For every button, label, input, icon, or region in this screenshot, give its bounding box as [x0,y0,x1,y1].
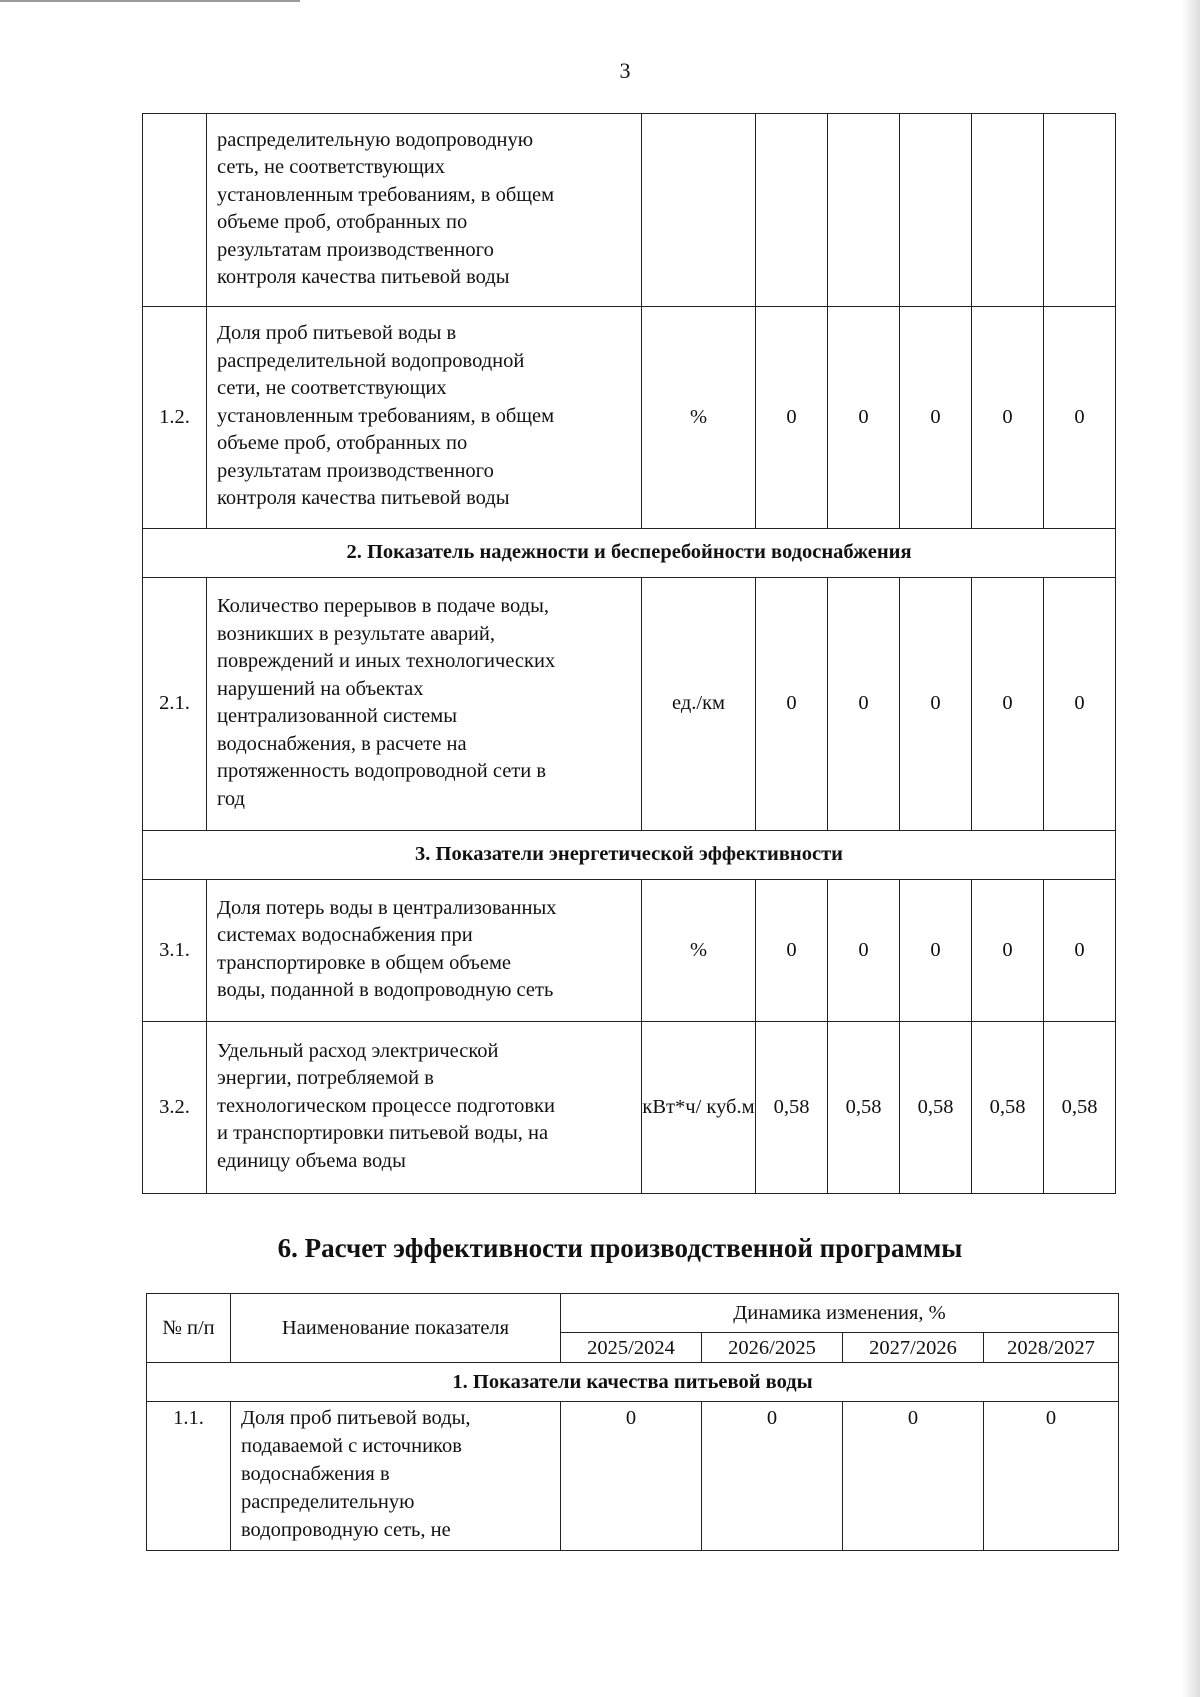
description-line: Удельный расход электрической [217,1039,499,1062]
description-line: нарушений на объектах [217,677,424,700]
description-line: протяженность водопроводной сети в [217,760,547,782]
table-row [147,1402,1119,1551]
row-description [207,307,642,529]
description-line: единицу объема воды [217,1149,406,1172]
description-line: подаваемой с источников [241,1435,462,1457]
table-row [143,114,1116,307]
year-header: 2027/2026 [843,1333,984,1363]
description-line: Количество перерывов в подаче воды, [217,595,549,617]
description-line: водоснабжения в [241,1463,390,1485]
row-value: 0 [561,1402,702,1551]
row-unit: % [642,307,756,529]
row-value: 0 [900,880,972,1022]
description-line: контроля качества питьевой воды [217,266,510,288]
description-line: повреждений и иных технологических [217,650,556,672]
description-line: воды, поданной в водопроводную сеть [217,979,554,1001]
description-line: энергии, потребляемой в [217,1067,434,1090]
description-line: объеме проб, отобранных по [217,211,468,233]
description-line: распределительной водопроводной [217,349,525,372]
year-header: 2025/2024 [561,1333,702,1363]
row-description [207,114,642,307]
column-header-number: № п/п [147,1294,231,1363]
description-line: установленным требованиям, в общем [217,183,555,206]
row-value [756,114,828,307]
page-number: 3 [619,58,631,83]
description-line: результатам производственного [217,238,494,261]
row-number: 2.1. [143,578,207,831]
indicators-table [142,113,1116,1194]
row-description [207,578,642,831]
year-header: 2028/2027 [984,1333,1119,1363]
section-row [143,529,1116,578]
row-value: 0,58 [972,1022,1044,1194]
description-line: результатам производственного [217,459,494,482]
row-description [231,1402,561,1551]
description-line: сеть, не соответствующих [217,156,445,178]
description-line: Доля потерь воды в централизованных [217,896,557,919]
row-value [972,114,1044,307]
row-value: 0 [1044,578,1116,831]
row-value [828,114,900,307]
description-line: водоснабжения, в расчете на [217,732,467,755]
table-row [143,578,1116,831]
efficiency-table [146,1293,1119,1551]
row-value: 0 [972,307,1044,529]
row-unit: кВт*ч/ куб.м [642,1022,756,1194]
description-line: объеме проб, отобранных по [217,432,468,455]
column-header-name: Наименование показателя [231,1294,561,1363]
row-value [900,114,972,307]
row-value: 0,58 [828,1022,900,1194]
description-line: возникших в результате аварий, [217,622,496,645]
scan-edge-line [0,0,300,2]
section-heading: 6. Расчет эффективности производственной программы [277,1233,963,1263]
row-unit: ед./км [642,578,756,831]
row-number: 3.2. [143,1022,207,1194]
row-value: 0 [1044,307,1116,529]
description-line: распределительную водопроводную [217,128,534,151]
description-line: год [217,787,245,810]
row-value: 0 [972,880,1044,1022]
row-value: 0 [702,1402,843,1551]
row-value [1044,114,1116,307]
row-unit: % [642,880,756,1022]
row-value: 0 [828,880,900,1022]
row-value: 0 [900,578,972,831]
row-value: 0 [756,578,828,831]
section-row [143,831,1116,880]
row-number: 3.1. [143,880,207,1022]
column-header-dynamics: Динамика изменения, % [561,1294,1119,1333]
row-value: 0,58 [756,1022,828,1194]
table-row [143,880,1116,1022]
row-description [207,1022,642,1194]
section-row-title: 3. Показатели энергетической эффективности [143,831,1116,880]
section-row-title: 2. Показатель надежности и бесперебойности водоснабжения [143,529,1116,578]
section-row-title: 1. Показатели качества питьевой воды [147,1363,1119,1402]
row-value: 0 [1044,880,1116,1022]
description-line: водопроводную сеть, не [241,1519,451,1541]
description-line: контроля качества питьевой воды [217,487,510,510]
year-header: 2026/2025 [702,1333,843,1363]
row-value: 0 [900,307,972,529]
row-number [143,114,207,307]
description-line: централизованной системы [217,705,457,727]
row-number: 1.1. [147,1402,231,1551]
scan-side-shadow [1182,0,1200,1697]
description-line: системах водоснабжения при [217,924,473,946]
table-row [143,307,1116,529]
row-description [207,880,642,1022]
table-row [143,1022,1116,1194]
description-line: Доля проб питьевой воды в [217,322,457,345]
row-value: 0 [756,307,828,529]
description-line: и транспортировки питьевой воды, на [217,1122,549,1145]
description-line: установленным требованиям, в общем [217,404,555,427]
row-value: 0 [756,880,828,1022]
row-value: 0 [972,578,1044,831]
row-number: 1.2. [143,307,207,529]
description-line: транспортировке в общем объеме [217,951,512,974]
row-value: 0,58 [1044,1022,1116,1194]
description-line: распределительную [241,1491,415,1513]
row-unit [642,114,756,307]
description-line: технологическом процессе подготовки [217,1094,555,1117]
row-value: 0 [828,307,900,529]
row-value: 0 [984,1402,1119,1551]
row-value: 0,58 [900,1022,972,1194]
description-line: сети, не соответствующих [217,377,447,400]
row-value: 0 [843,1402,984,1551]
description-line: Доля проб питьевой воды, [241,1407,471,1429]
row-value: 0 [828,578,900,831]
